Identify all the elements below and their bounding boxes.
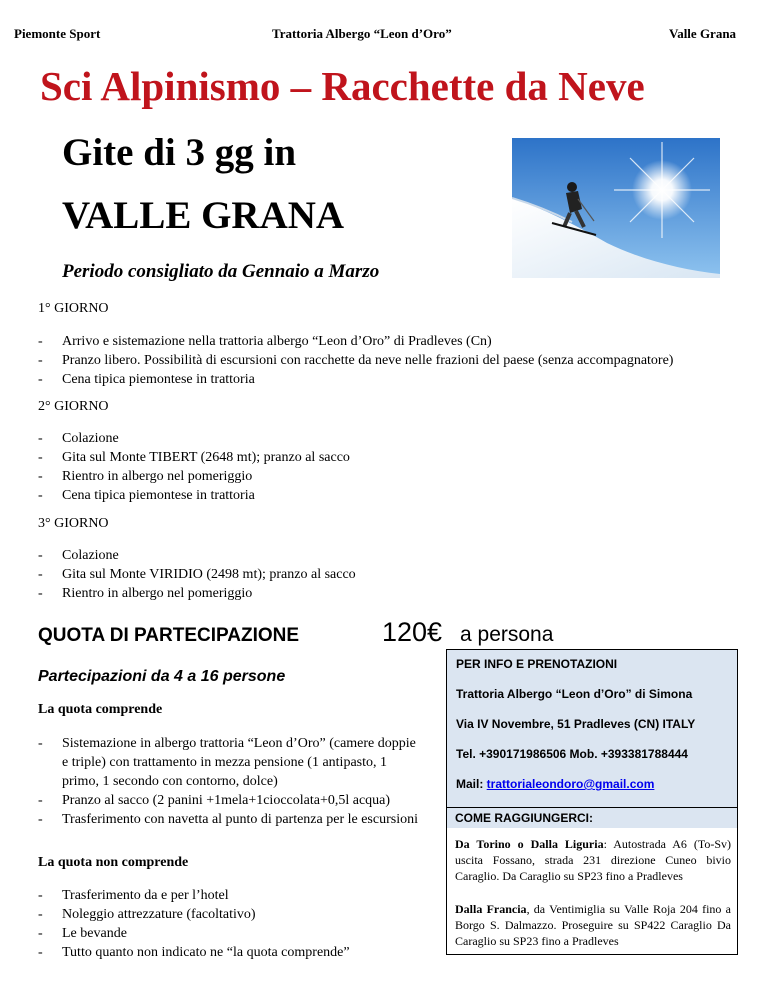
directions-title: COME RAGGIUNGERCI: bbox=[447, 808, 737, 828]
excludes-title: La quota non comprende bbox=[38, 855, 189, 870]
excludes-list bbox=[38, 886, 350, 962]
mail-label: Mail: bbox=[456, 777, 487, 791]
day-1-label: 1° GIORNO bbox=[38, 301, 109, 316]
list-item: - Trasferimento con navetta al punto di partenza per le escursioni bbox=[38, 810, 420, 829]
info-title: PER INFO E PRENOTAZIONI bbox=[456, 657, 618, 671]
day-3-label: 3° GIORNO bbox=[38, 516, 109, 531]
list-item: - Colazione bbox=[38, 546, 356, 565]
participants-note: Partecipazioni da 4 a 16 persone bbox=[38, 668, 286, 685]
list-item: - Cena tipica piemontese in trattoria bbox=[38, 370, 673, 389]
directions-route-2: , da Ventimiglia su Valle Roja 204 fino a Borgo S. Dalmazzo. Proseguire su SP422 Caraglio Da Caraglio su SP23 fino a Pradleves bbox=[455, 902, 731, 948]
directions-from-france bbox=[455, 901, 731, 949]
info-mail-line bbox=[456, 777, 654, 791]
list-item: - Le bevande bbox=[38, 924, 350, 943]
includes-title: La quota comprende bbox=[38, 702, 163, 717]
day-1-list bbox=[38, 332, 673, 389]
list-item: - Rientro in albergo nel pomeriggio bbox=[38, 584, 356, 603]
page-title: Sci Alpinismo – Racchette da Neve bbox=[40, 63, 645, 109]
info-box bbox=[446, 649, 738, 807]
header-right: Valle Grana bbox=[669, 26, 737, 41]
info-business-name: Trattoria Albergo “Leon d’Oro” di Simona bbox=[456, 687, 693, 701]
header-center: Trattoria Albergo “Leon d’Oro” bbox=[272, 26, 452, 41]
directions-origin-2: Dalla Francia bbox=[455, 902, 527, 916]
info-phone: Tel. +390171986506 Mob. +393381788444 bbox=[456, 747, 688, 761]
list-item: - Colazione bbox=[38, 429, 350, 448]
directions-route-1: : Autostrada A6 (To-Sv) uscita Fossano, strada 231 direzione Cuneo bivio Caraglio. Da Caraglio su SP23 fino a Pradleves bbox=[455, 837, 731, 883]
includes-list bbox=[38, 734, 420, 829]
list-item: - Tutto quanto non indicato ne “la quota comprende” bbox=[38, 943, 350, 962]
list-item: - Gita sul Monte VIRIDIO (2498 mt); pranzo al sacco bbox=[38, 565, 356, 584]
info-address: Via IV Novembre, 51 Pradleves (CN) ITALY bbox=[456, 717, 696, 731]
list-item: - Sistemazione in albergo trattoria “Leon d’Oro” (camere doppie e triple) con trattamento in mezza pensione (1 antipasto, 1 primo, 1 secondo con contorno, dolce) bbox=[38, 734, 420, 791]
directions-from-torino bbox=[455, 836, 731, 884]
email-link[interactable]: trattorialeondoro@gmail.com bbox=[486, 777, 655, 791]
list-item: - Cena tipica piemontese in trattoria bbox=[38, 486, 350, 505]
quota-price: 120€ bbox=[382, 617, 443, 647]
subtitle-gite: Gite di 3 gg in bbox=[62, 131, 297, 174]
list-item: - Pranzo libero. Possibilità di escursioni con racchette da neve nelle frazioni del paese (senza accompagnatore) bbox=[38, 351, 673, 370]
header-left: Piemonte Sport bbox=[14, 26, 101, 41]
day-2-label: 2° GIORNO bbox=[38, 399, 109, 414]
list-item: - Noleggio attrezzature (facoltativo) bbox=[38, 905, 350, 924]
quota-per-person: a persona bbox=[460, 623, 554, 646]
list-item: - Gita sul Monte TIBERT (2648 mt); pranzo al sacco bbox=[38, 448, 350, 467]
period-note: Periodo consigliato da Gennaio a Marzo bbox=[62, 261, 380, 282]
list-item: - Rientro in albergo nel pomeriggio bbox=[38, 467, 350, 486]
day-3-list bbox=[38, 546, 356, 603]
day-2-list bbox=[38, 429, 350, 505]
directions-origin-1: Da Torino o Dalla Liguria bbox=[455, 837, 604, 851]
subtitle-valle-grana: VALLE GRANA bbox=[62, 194, 345, 237]
list-item: - Pranzo al sacco (2 panini +1mela+1cioccolata+0,5l acqua) bbox=[38, 791, 420, 810]
directions-box bbox=[446, 807, 738, 955]
quota-label: QUOTA DI PARTECIPAZIONE bbox=[38, 625, 300, 646]
skier-photo bbox=[512, 138, 720, 278]
list-item: - Arrivo e sistemazione nella trattoria albergo “Leon d’Oro” di Pradleves (Cn) bbox=[38, 332, 673, 351]
list-item: - Trasferimento da e per l’hotel bbox=[38, 886, 350, 905]
